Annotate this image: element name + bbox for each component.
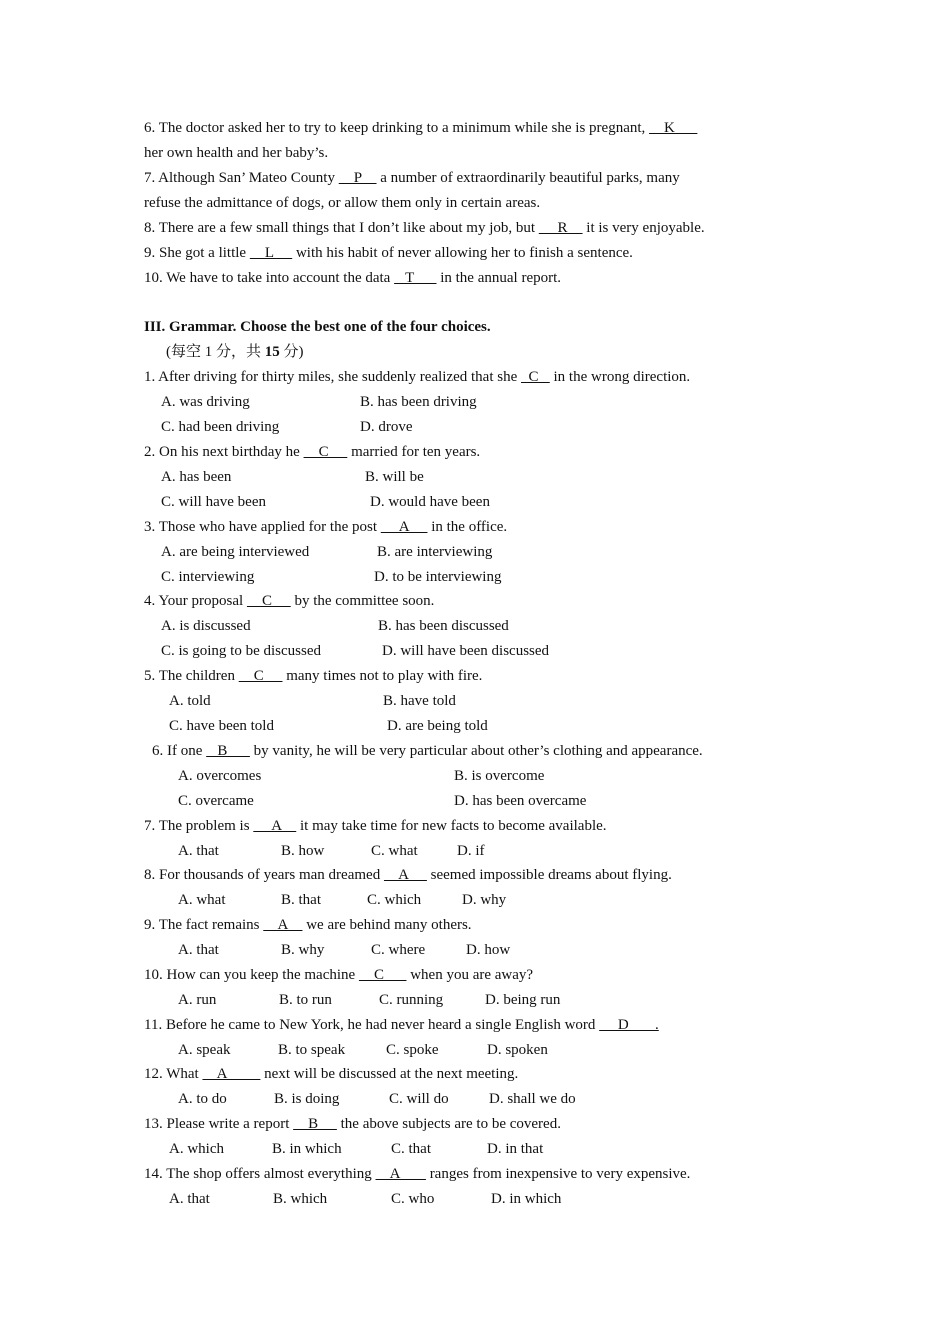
question-7 xyxy=(144,816,607,836)
option-a: A. told xyxy=(169,693,211,709)
option-b: B. in which xyxy=(272,1141,342,1157)
option-c: C. spoke xyxy=(386,1042,439,1058)
vocab-text: 10. We have to take into account the data xyxy=(144,270,395,286)
question-13 xyxy=(144,1114,561,1134)
answer-blank: C xyxy=(303,444,348,460)
vocab-item-9 xyxy=(144,243,633,263)
option-b: B. is doing xyxy=(274,1091,340,1107)
option-a: A. to do xyxy=(178,1091,227,1107)
question-stem: 4. Your proposal xyxy=(144,593,247,609)
option-a: A. run xyxy=(178,992,217,1008)
option-c: C. have been told xyxy=(169,718,274,734)
option-a: A. is discussed xyxy=(161,618,251,634)
question-10 xyxy=(144,965,533,985)
question-11 xyxy=(144,1015,659,1035)
option-d: D. would have been xyxy=(370,494,490,510)
question-8 xyxy=(144,865,672,885)
question-stem-end: married for ten years. xyxy=(347,444,481,460)
answer-blank: R xyxy=(538,220,583,236)
vocab-item-7-cont xyxy=(144,193,540,213)
question-3 xyxy=(144,517,507,537)
question-stem: 1. After driving for thirty miles, she suddenly realized that she xyxy=(144,369,521,385)
answer-blank: A xyxy=(202,1066,261,1082)
question-stem: 7. The problem is xyxy=(144,818,254,834)
option-c: C. that xyxy=(391,1141,431,1157)
question-stem: 3. Those who have applied for the post xyxy=(144,519,381,535)
question-stem: 13. Please write a report xyxy=(144,1116,294,1132)
question-stem-end: it may take time for new facts to become available. xyxy=(296,818,607,834)
answer-blank: B xyxy=(206,743,250,759)
option-c: C. had been driving xyxy=(161,419,280,435)
vocab-text: with his habit of never allowing her to finish a sentence. xyxy=(292,245,633,261)
option-d: D. being run xyxy=(485,992,561,1008)
answer-blank: A xyxy=(253,818,297,834)
question-stem-end: next will be discussed at the next meeting. xyxy=(260,1066,519,1082)
option-a: A. was driving xyxy=(161,394,250,410)
option-b: B. have told xyxy=(383,693,456,709)
answer-blank: T xyxy=(394,270,437,286)
question-stem-end: seemed impossible dreams about flying. xyxy=(426,867,672,883)
question-stem-end: ranges from inexpensive to very expensive. xyxy=(425,1166,691,1182)
option-d: D. why xyxy=(462,892,507,908)
vocab-text: refuse the admittance of dogs, or allow them only in certain areas. xyxy=(144,195,541,211)
option-d: D. in which xyxy=(491,1191,562,1207)
option-b: B. which xyxy=(273,1191,328,1207)
option-b: B. is overcome xyxy=(454,768,545,784)
question-1 xyxy=(144,367,690,387)
question-stem: 9. The fact remains xyxy=(144,917,264,933)
answer-blank: C xyxy=(358,967,407,983)
option-b: B. to run xyxy=(279,992,332,1008)
question-stem: 14. The shop offers almost everything xyxy=(144,1166,376,1182)
option-d: D. are being told xyxy=(387,718,488,734)
vocab-item-6 xyxy=(144,118,697,138)
vocab-item-8 xyxy=(144,218,705,238)
question-stem-end: many times not to play with fire. xyxy=(282,668,483,684)
vocab-item-6-cont xyxy=(144,143,328,163)
option-c: C. overcame xyxy=(178,793,254,809)
score-open: (每空 1 分，共 xyxy=(166,344,265,360)
option-c: C. running xyxy=(379,992,444,1008)
vocab-text: in the annual report. xyxy=(436,270,562,286)
answer-blank: B xyxy=(293,1116,337,1132)
option-b: B. are interviewing xyxy=(377,544,493,560)
question-stem-end: when you are away? xyxy=(406,967,534,983)
option-d: D. drove xyxy=(360,419,413,435)
option-a: A. has been xyxy=(161,469,232,485)
section-score xyxy=(166,342,304,362)
answer-blank: C xyxy=(521,369,550,385)
question-stem: 6. If one xyxy=(152,743,207,759)
vocab-item-7 xyxy=(144,168,680,188)
option-b: B. has been driving xyxy=(360,394,477,410)
question-5 xyxy=(144,666,482,686)
option-c: C. will have been xyxy=(161,494,266,510)
option-d: D. shall we do xyxy=(489,1091,576,1107)
option-d: D. if xyxy=(457,843,485,859)
vocab-text: her own health and her baby’s. xyxy=(144,145,329,161)
option-c: C. which xyxy=(367,892,422,908)
vocab-text: 6. The doctor asked her to try to keep drinking to a minimum while she is pregnant, xyxy=(144,120,650,136)
option-a: A. that xyxy=(178,843,219,859)
vocab-item-10 xyxy=(144,268,561,288)
option-a: A. are being interviewed xyxy=(161,544,310,560)
answer-blank: C xyxy=(246,593,291,609)
answer-blank: A xyxy=(263,917,303,933)
option-b: B. will be xyxy=(365,469,424,485)
question-stem: 12. What xyxy=(144,1066,203,1082)
answer-blank: A xyxy=(375,1166,426,1182)
option-c: C. who xyxy=(391,1191,435,1207)
answer-blank: A xyxy=(380,519,428,535)
score-close: 分) xyxy=(279,344,304,360)
score-number: 15 xyxy=(264,344,280,360)
section-title: III. Grammar. Choose the best one of the four choices. xyxy=(144,319,491,335)
option-d: D. spoken xyxy=(487,1042,548,1058)
question-6 xyxy=(152,741,703,761)
option-c: C. is going to be discussed xyxy=(161,643,321,659)
option-d: D. has been overcame xyxy=(454,793,587,809)
question-stem: 2. On his next birthday he xyxy=(144,444,304,460)
option-b: B. to speak xyxy=(278,1042,346,1058)
question-9 xyxy=(144,915,472,935)
option-a: A. that xyxy=(178,942,219,958)
option-b: B. has been discussed xyxy=(378,618,509,634)
answer-blank: L xyxy=(249,245,293,261)
option-a: A. which xyxy=(169,1141,224,1157)
question-stem: 5. The children xyxy=(144,668,239,684)
option-a: A. that xyxy=(169,1191,210,1207)
vocab-text: 8. There are a few small things that I don’t like about my job, but xyxy=(144,220,539,236)
option-a: A. what xyxy=(178,892,226,908)
answer-blank: C xyxy=(238,668,283,684)
question-14 xyxy=(144,1164,690,1184)
question-4 xyxy=(144,591,434,611)
option-c: C. what xyxy=(371,843,418,859)
question-stem: 11. Before he came to New York, he had never heard a single English word xyxy=(144,1017,600,1033)
option-d: D. to be interviewing xyxy=(374,569,502,585)
option-a: A. speak xyxy=(178,1042,231,1058)
question-stem-end: by the committee soon. xyxy=(290,593,435,609)
option-b: B. that xyxy=(281,892,321,908)
question-2 xyxy=(144,442,480,462)
question-stem-end: in the wrong direction. xyxy=(549,369,691,385)
vocab-text: it is very enjoyable. xyxy=(582,220,705,236)
option-b: B. why xyxy=(281,942,325,958)
option-c: C. interviewing xyxy=(161,569,255,585)
question-stem-end: we are behind many others. xyxy=(302,917,472,933)
option-a: A. overcomes xyxy=(178,768,262,784)
question-stem: 8. For thousands of years man dreamed xyxy=(144,867,384,883)
option-c: C. will do xyxy=(389,1091,449,1107)
question-12 xyxy=(144,1064,518,1084)
answer-blank: D . xyxy=(599,1017,659,1033)
option-c: C. where xyxy=(371,942,426,958)
option-d: D. will have been discussed xyxy=(382,643,550,659)
question-stem-end: the above subjects are to be covered. xyxy=(336,1116,561,1132)
vocab-text: 7. Although San’ Mateo County xyxy=(144,170,339,186)
question-stem: 10. How can you keep the machine xyxy=(144,967,359,983)
question-stem-end: in the office. xyxy=(427,519,508,535)
answer-blank: K xyxy=(649,120,698,136)
vocab-text: 9. She got a little xyxy=(144,245,250,261)
answer-blank: P xyxy=(338,170,377,186)
option-d: D. how xyxy=(466,942,511,958)
option-d: D. in that xyxy=(487,1141,544,1157)
question-stem-end: by vanity, he will be very particular about other’s clothing and appearance. xyxy=(249,743,703,759)
vocab-text: a number of extraordinarily beautiful parks, many xyxy=(376,170,680,186)
answer-blank: A xyxy=(383,867,427,883)
option-b: B. how xyxy=(281,843,325,859)
